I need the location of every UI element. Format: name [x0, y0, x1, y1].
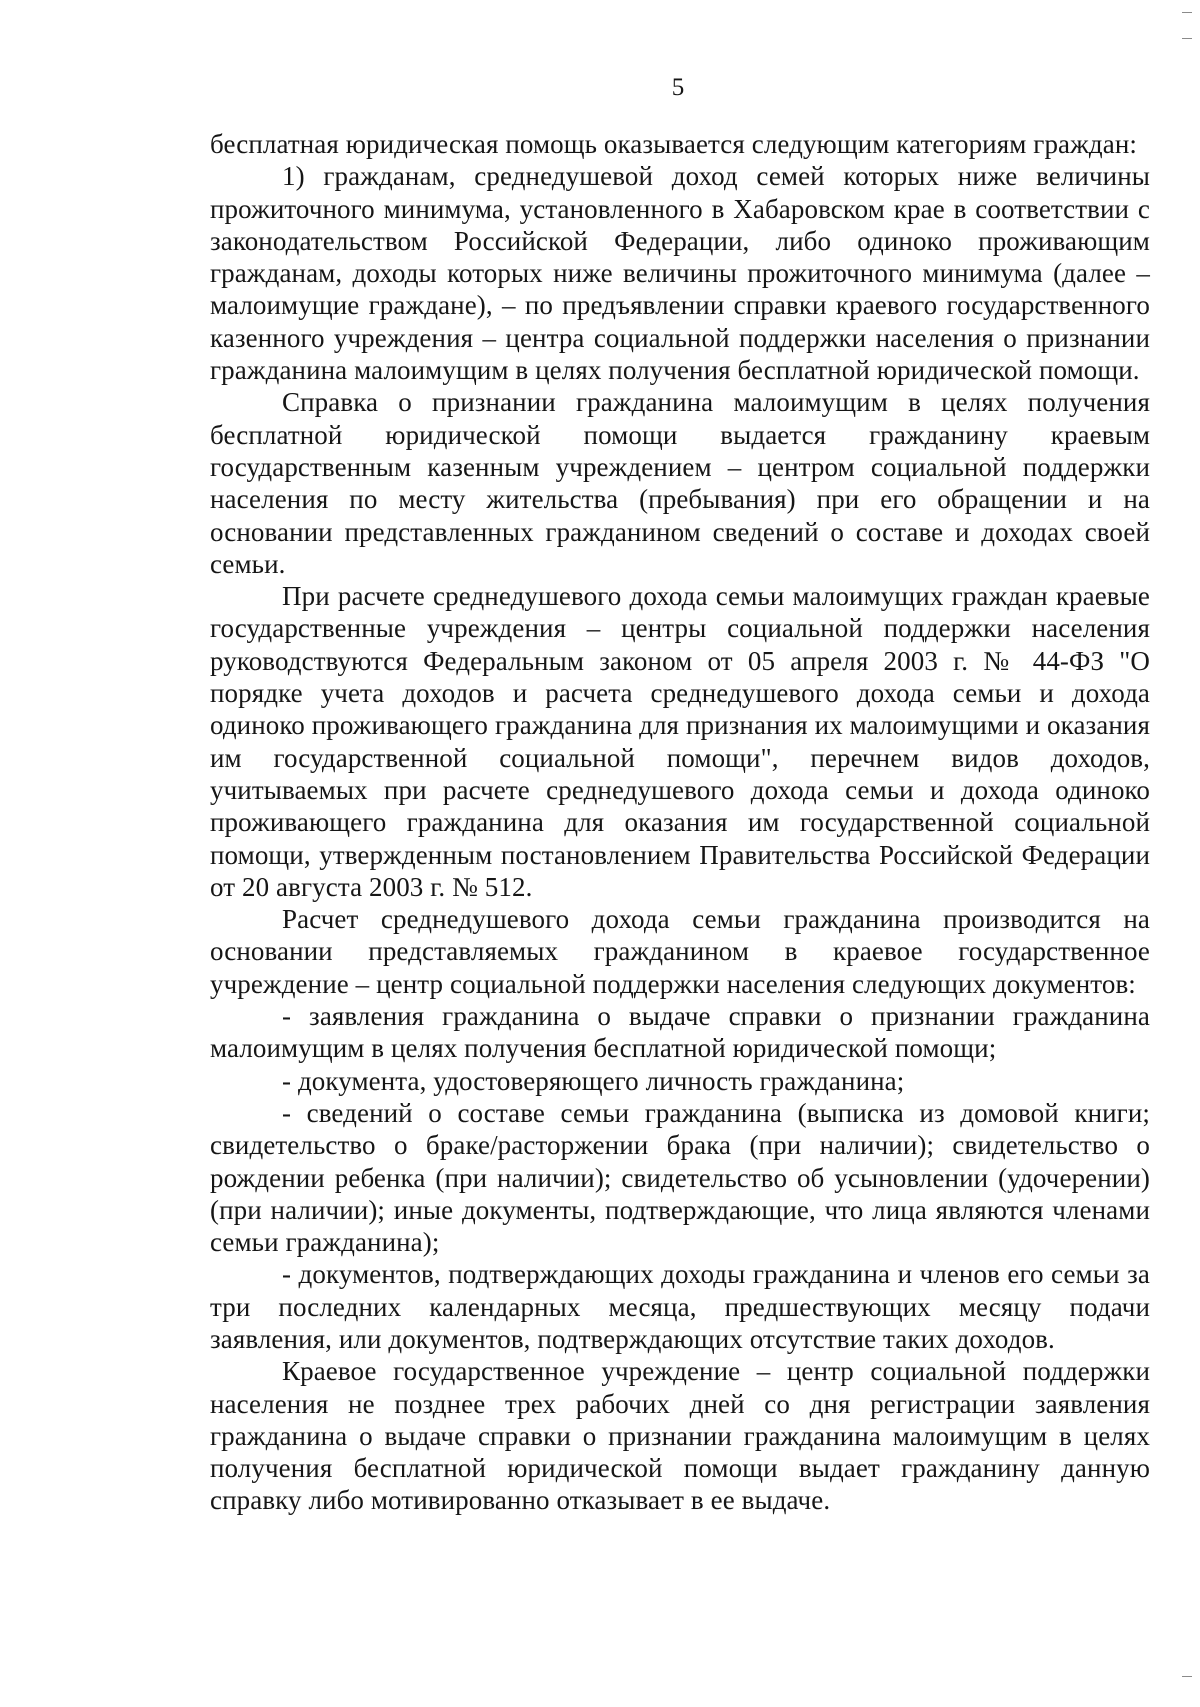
paragraph-issuance-term: Краевое государственное учреждение – центр социальной поддержки населения не позднее трех рабочих дней со дня регистрации заявления гражданина о выдаче справки о признании гражданина малоимущим в целях получения бесплатной юридической помощи выдает гражданину данную справку либо мотивированно отказывает в ее выдаче. — [210, 1356, 1150, 1516]
paragraph-calculation-law: При расчете среднедушевого дохода семьи малоимущих граждан краевые государственные учреждения – центры социальной поддержки населения руководствуются Федеральным законом от 05 апреля 2003 г. № 44-ФЗ "О порядке учета доходов и расчета среднедушевого дохода семьи и дохода одиноко проживающего гражданина для признания их малоимущими и оказания им государственной социальной помощи", перечнем видов доходов, учитываемых при расчете среднедушевого дохода семьи и дохода одиноко проживающего гражданина для оказания им государственной социальной помощи, утвержденным постановлением Правительства Российской Федерации от 20 августа 2003 г. № 512. — [210, 581, 1150, 902]
list-item-income-documents: - документов, подтверждающих доходы гражданина и членов его семьи за три последних календарных месяца, предшествующих месяцу подачи заявления, или документов, подтверждающих отсутствие таких доходов. — [210, 1259, 1150, 1354]
scan-edge-mark — [1182, 12, 1192, 13]
list-item-identity-document: - документа, удостоверяющего личность гражданина; — [282, 1065, 905, 1096]
scan-edge-mark — [1182, 38, 1192, 39]
page-number: 5 — [671, 74, 685, 101]
list-item-family-composition: - сведений о составе семьи гражданина (выписка из домовой книги; свидетельство о браке/расторжении брака (при наличии); свидетельство о рождении ребенка (при наличии); свидетельство об усыновлении (удочерении) (при наличии); иные документы, подтверждающие, что лица являются членами семьи гражданина); — [210, 1097, 1150, 1258]
paragraph-certificate: Справка о признании гражданина малоимущим в целях получения бесплатной юридической помощи выдается гражданину краевым государственным казенным учреждением – центром социальной поддержки населения по месту жительства (пребывания) при его обращении и на основании представленных гражданином сведений о составе и доходах своей семьи. — [210, 387, 1150, 579]
paragraph-intro: бесплатная юридическая помощь оказывается следующим категориям граждан: — [210, 129, 1137, 159]
paragraph-item-1: 1) гражданам, среднедушевой доход семей которых ниже величины прожиточного минимума, установленного в Хабаровском крае в соответствии с законодательством Российской Федерации, либо одиноко проживающим гражданам, доходы которых ниже величины прожиточного минимума (далее – малоимущие граждане), – по предъявлении справки краевого государственного казенного учреждения – центра социальной поддержки населения о признании гражданина малоимущим в целях получения бесплатной юридической помощи. — [210, 161, 1150, 386]
scan-edge-mark — [1182, 1676, 1192, 1677]
list-item-application: - заявления гражданина о выдаче справки о признании гражданина малоимущим в целях получения бесплатной юридической помощи; — [210, 1001, 1150, 1064]
document-body — [210, 128, 1150, 1517]
paragraph-calculation-docs: Расчет среднедушевого дохода семьи гражданина производится на основании представляемых гражданином в краевое государственное учреждение – центр социальной поддержки населения следующих документов: — [210, 904, 1150, 999]
